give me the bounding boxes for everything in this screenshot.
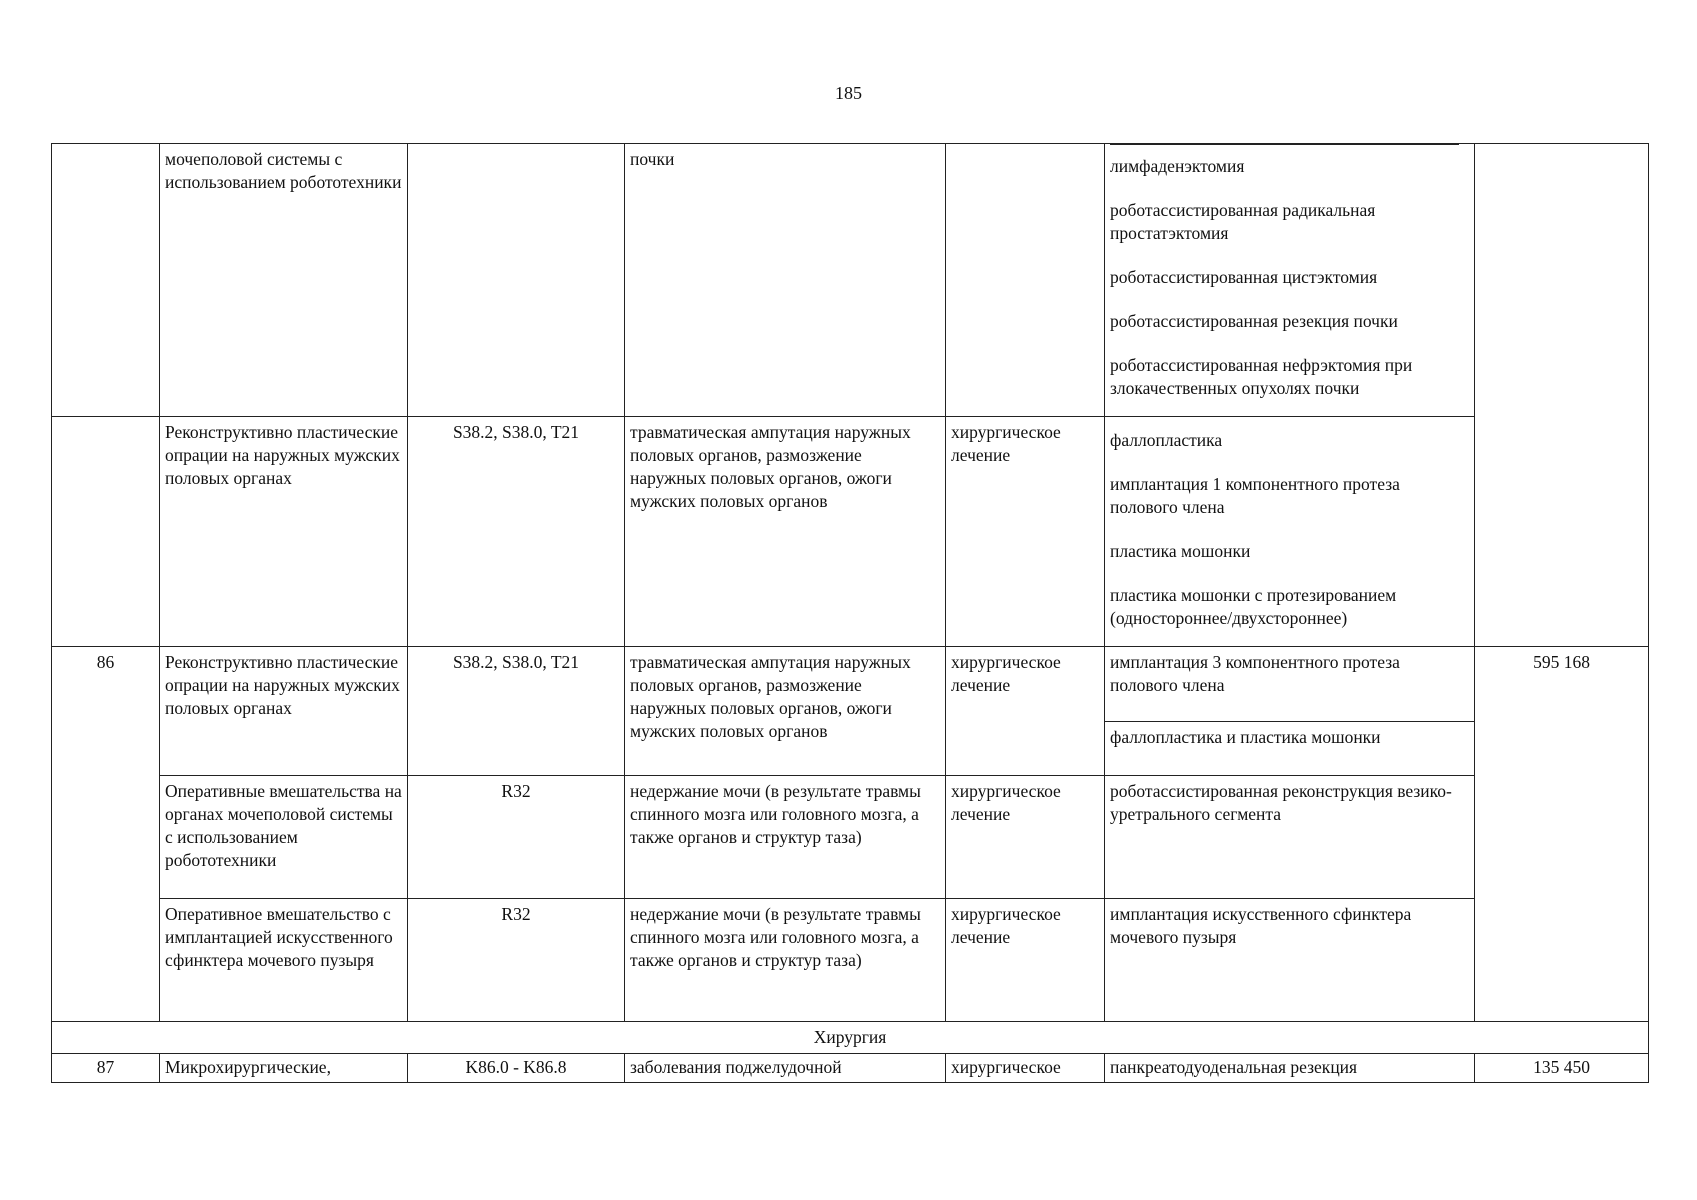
- intervention-name-cell: мочеполовой системы с использованием робототехники: [160, 144, 408, 417]
- method-item: фаллопластика: [1110, 430, 1223, 450]
- treatment-type-cell: хирургическое лечение: [946, 776, 1105, 899]
- row-number-cell: 86: [52, 647, 160, 1022]
- table-row: [52, 899, 1649, 1022]
- treatment-method-cell: имплантация 3 компонентного протеза полового члена: [1105, 647, 1475, 722]
- medical-care-table: [51, 143, 1649, 1083]
- diagnosis-cell: почки: [625, 144, 946, 417]
- icd-codes-cell: K86.0 - K86.8: [408, 1054, 625, 1083]
- icd-codes-cell: S38.2, S38.0, T21: [408, 647, 625, 776]
- method-item: лимфаденэктомия: [1110, 156, 1245, 176]
- treatment-method-cell: фаллопластика и пластика мошонки: [1105, 722, 1475, 776]
- treatment-method-cell: панкреатодуоденальная резекция: [1105, 1054, 1475, 1083]
- table-row: [52, 647, 1649, 722]
- icd-codes-cell: R32: [408, 776, 625, 899]
- diagnosis-cell: заболевания поджелудочной: [625, 1054, 946, 1083]
- treatment-type-cell: хирургическое лечение: [946, 899, 1105, 1022]
- method-item: имплантация 1 компонентного протеза полового члена: [1110, 474, 1400, 517]
- intervention-name-cell: Реконструктивно пластические опрации на наружных мужских половых органах: [160, 647, 408, 776]
- table-row: [52, 1054, 1649, 1083]
- method-item: роботассистированная нефрэктомия при злокачественных опухолях почки: [1110, 355, 1413, 398]
- method-item: роботассистированная цистэктомия: [1110, 267, 1378, 287]
- treatment-method-cell: имплантация искусственного сфинктера мочевого пузыря: [1105, 899, 1475, 1022]
- diagnosis-cell: недержание мочи (в результате травмы спинного мозга или головного мозга, а также органов и структур таза): [625, 776, 946, 899]
- number-cell: [52, 417, 160, 647]
- intervention-name-cell: Оперативное вмешательство с имплантацией искусственного сфинктера мочевого пузыря: [160, 899, 408, 1022]
- price-cell: 595 168: [1475, 647, 1649, 1022]
- icd-codes-cell: R32: [408, 899, 625, 1022]
- treatment-methods-cell: [1105, 144, 1475, 417]
- diagnosis-cell: травматическая ампутация наружных половых органов, размозжение наружных половых органов, ожоги мужских половых органов: [625, 647, 946, 776]
- diagnosis-cell: недержание мочи (в результате травмы спинного мозга или головного мозга, а также органов и структур таза): [625, 899, 946, 1022]
- method-list: [1110, 144, 1459, 400]
- treatment-type-cell: [946, 144, 1105, 417]
- number-cell: [52, 144, 160, 417]
- price-cell: [1475, 144, 1649, 647]
- treatment-type-cell: хирургическое лечение: [946, 417, 1105, 647]
- treatment-method-cell: роботассистированная реконструкция везико-уретрального сегмента: [1105, 776, 1475, 899]
- icd-codes-cell: [408, 144, 625, 417]
- icd-codes-cell: S38.2, S38.0, T21: [408, 417, 625, 647]
- treatment-type-cell: хирургическое: [946, 1054, 1105, 1083]
- table-row: [52, 776, 1649, 899]
- diagnosis-cell: травматическая ампутация наружных половых органов, размозжение наружных половых органов, ожоги мужских половых органов: [625, 417, 946, 647]
- treatment-methods-cell: [1105, 417, 1475, 647]
- intervention-name-cell: Реконструктивно пластические опрации на наружных мужских половых органах: [160, 417, 408, 647]
- table-row: [52, 417, 1649, 647]
- row-number-cell: 87: [52, 1054, 160, 1083]
- table-row: [52, 144, 1649, 417]
- intervention-name-cell: Оперативные вмешательства на органах мочеполовой системы с использованием робототехники: [160, 776, 408, 899]
- method-item: пластика мошонки с протезированием (одностороннее/двухстороннее): [1110, 585, 1397, 628]
- intervention-name-cell: Микрохирургические,: [160, 1054, 408, 1083]
- section-title: Хирургия: [52, 1022, 1649, 1054]
- treatment-type-cell: хирургическое лечение: [946, 647, 1105, 776]
- page-number: 185: [835, 83, 862, 103]
- method-item: пластика мошонки: [1110, 541, 1251, 561]
- price-cell: 135 450: [1475, 1054, 1649, 1083]
- section-header-row: [52, 1022, 1649, 1054]
- method-item: роботассистированная радикальная простатэктомия: [1110, 200, 1376, 243]
- method-item: роботассистированная резекция почки: [1110, 311, 1398, 331]
